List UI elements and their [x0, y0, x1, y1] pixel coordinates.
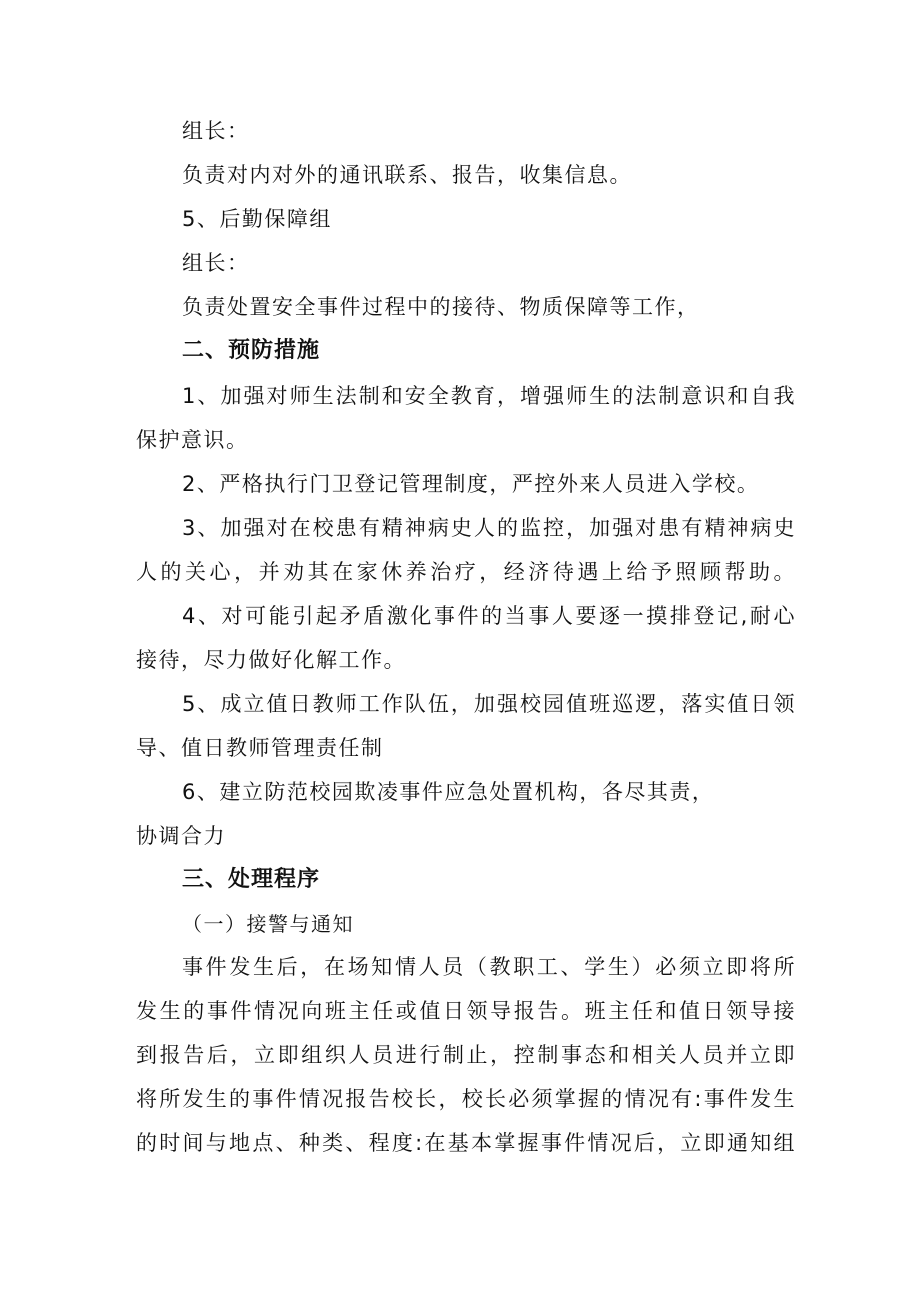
section-item-title: 5、后勤保障组: [182, 207, 332, 231]
paragraph-line: 1、加强对师生法制和安全教育，增强师生的法制意识和自我: [182, 384, 796, 408]
paragraph-line: 协调合力: [136, 824, 226, 848]
paragraph-line: 将所发生的事件情况报告校长，校长必须掌握的情况有:事件发生: [136, 1087, 796, 1111]
section-heading: 二、预防措施: [182, 338, 321, 363]
paragraph-line: 事件发生后，在场知情人员（教职工、学生）必须立即将所: [182, 955, 796, 979]
paragraph-line: 负责处置安全事件过程中的接待、物质保障等工作，: [182, 295, 700, 319]
group-leader-label: 组长：: [182, 119, 250, 143]
group-leader-label: 组长：: [182, 251, 250, 275]
paragraph-line: 发生的事件情况向班主任或值日领导报告。班主任和值日领导接: [136, 999, 796, 1023]
paragraph-line: 4、对可能引起矛盾激化事件的当事人要逐一摸排登记,耐心: [182, 604, 796, 628]
section-heading: 三、处理程序: [182, 867, 321, 892]
paragraph-line: 人的关心，并劝其在家休养治疗，经济待遇上给予照顾帮助。: [136, 560, 796, 584]
paragraph-line: 的时间与地点、种类、程度:在基本掌握事件情况后，立即通知组: [136, 1131, 796, 1155]
paragraph-line: 2、严格执行门卫登记管理制度，严控外来人员进入学校。: [182, 472, 760, 496]
paragraph-line: 导、值日教师管理责任制: [136, 736, 384, 760]
paragraph-line: 3、加强对在校患有精神病史人的监控，加强对患有精神病史: [182, 516, 796, 540]
paragraph-line: 6、建立防范校园欺凌事件应急处置机构，各尽其责，: [182, 780, 715, 804]
paragraph-line: 5、成立值日教师工作队伍，加强校园值班巡逻，落实值日领: [182, 692, 796, 716]
subsection-heading: （一）接警与通知: [182, 912, 354, 936]
paragraph-line: 接待，尽力做好化解工作。: [136, 648, 406, 672]
paragraph-line: 保护意识。: [136, 428, 249, 452]
paragraph-line: 到报告后，立即组织人员进行制止，控制事态和相关人员并立即: [136, 1043, 796, 1067]
paragraph-line: 负责对内对外的通讯联系、报告，收集信息。: [182, 163, 632, 187]
